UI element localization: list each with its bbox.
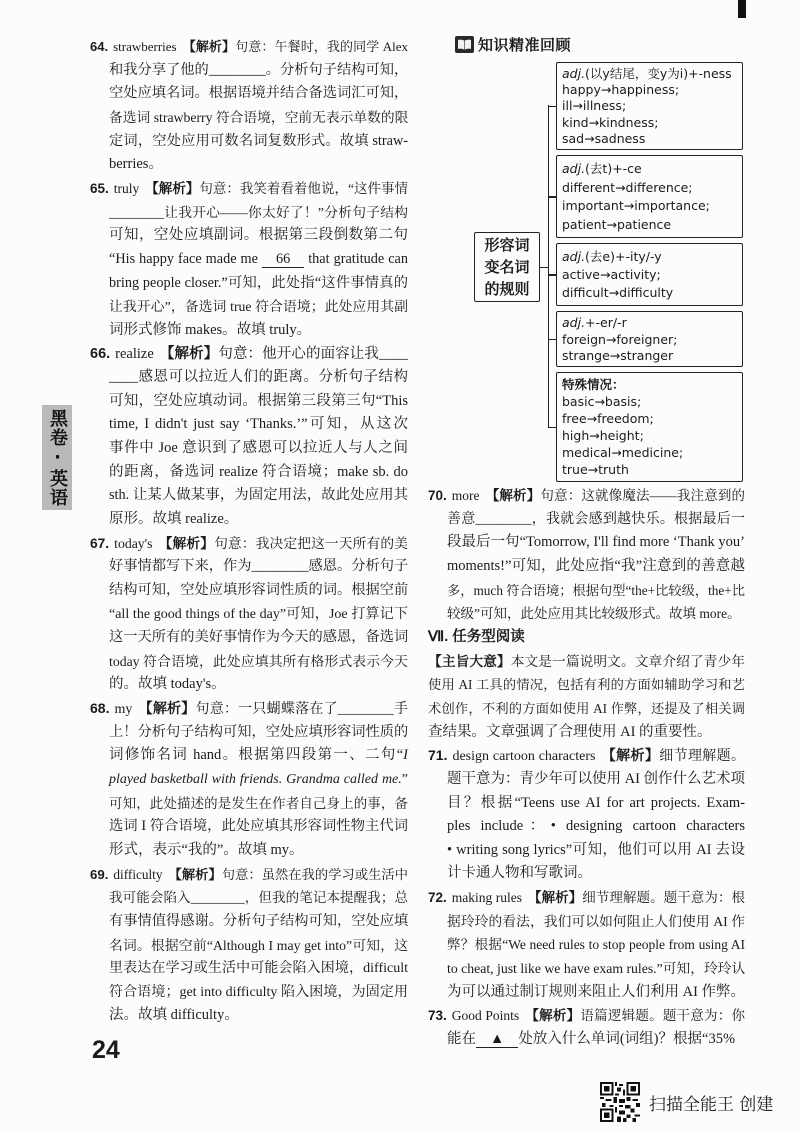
rule-center-label: 的规则 xyxy=(484,280,530,298)
text-run: 符合语境；get into difficulty 陷入困境，为固定用 xyxy=(109,984,408,1000)
text-line xyxy=(90,508,408,532)
analysis-label: 【解析】 xyxy=(159,345,219,362)
rule-box xyxy=(556,243,743,306)
text-line xyxy=(428,650,745,674)
rule-heading: 特殊情况： xyxy=(562,377,625,392)
text-run: 这一天所有的美好事情作为今天的感恩，备选词 xyxy=(109,629,409,646)
text-run: 形式，表示“我的”。故填 my。 xyxy=(109,841,304,858)
section-title: Ⅶ. 任务型阅读 xyxy=(428,629,525,646)
text-line xyxy=(90,366,408,390)
item-number: 69. xyxy=(90,866,109,882)
text-run: 结构可知，空处应填形容词性质的词。根据空前 xyxy=(109,581,409,598)
text-line xyxy=(90,768,408,792)
rule-line xyxy=(562,66,738,81)
analysis-label: 【解析】 xyxy=(168,866,222,882)
adj-abbr: adj. xyxy=(562,315,586,331)
text-run: 目？根据“Teens use AI for art projects. Exam- xyxy=(447,794,745,811)
answer-text: truly xyxy=(113,181,140,197)
answer-group xyxy=(428,744,745,1051)
example-line: true→truth xyxy=(562,462,629,477)
scanner-watermark xyxy=(600,1082,773,1122)
text-run: 据玲玲的看法，我们可以如何阻止人们使用 AI 作 xyxy=(447,913,745,929)
text-line xyxy=(428,981,745,1005)
analysis-label: 【解析】 xyxy=(182,39,236,55)
text-line xyxy=(90,130,408,154)
item-number: 73. xyxy=(428,1008,447,1024)
text-line xyxy=(90,461,408,485)
italic-run: played basketball with friends. Grandma called me. xyxy=(109,772,402,788)
text-run: 词形式修饰 makes。故填 truly。 xyxy=(109,321,312,338)
answer-item-66 xyxy=(90,343,408,532)
text-line xyxy=(90,934,408,958)
example-line: strange→stranger xyxy=(562,347,674,363)
text-line xyxy=(90,1004,408,1028)
answer-text: more xyxy=(451,488,480,504)
answer-text: making rules xyxy=(451,890,522,906)
text-run: 查结果。文章强调了合理使用 AI 的重要性。 xyxy=(428,723,712,740)
text-run: berries。 xyxy=(109,156,163,173)
text-line xyxy=(90,957,408,981)
rule-line xyxy=(562,249,738,264)
text-run: 法。故填 difficulty。 xyxy=(109,1007,239,1024)
answer-item-64 xyxy=(90,35,408,177)
example-line: patient→patience xyxy=(562,216,672,232)
text-run: 选词 I 符合语境，此处应填其形容词性物主代词 xyxy=(109,818,408,835)
text-run: 好事情都写下来，作为________感恩。分析句子 xyxy=(109,558,409,575)
text-run: 和我分享了他的________。分析句子结构可知， xyxy=(109,61,409,78)
scanner-label: 扫描全能王 创建 xyxy=(649,1094,774,1115)
summary-paragraph xyxy=(428,650,745,745)
text-run: 上！分析句子结构可知，空处应填形容词性质的 xyxy=(109,723,409,740)
text-line xyxy=(90,248,408,272)
item-number: 66. xyxy=(90,345,111,362)
text-run: 较级”可知，此处应用其比较级形式。故填 more。 xyxy=(447,606,741,622)
left-column xyxy=(90,35,408,1028)
text-run: 为可以通过制订规则来阻止人们利用 AI 作弊。 xyxy=(447,983,746,1000)
example-line: high→height; xyxy=(562,428,644,443)
text-line xyxy=(428,1004,745,1028)
text-line xyxy=(90,413,408,437)
text-run: 计卡通人物和写歌词。 xyxy=(447,865,592,882)
text-run: 句意：这就像魔法——我注意到的 xyxy=(540,488,746,504)
side-tab-label: 黑卷·英语 xyxy=(47,408,68,507)
rule-text: (去t)+-ce xyxy=(585,161,642,177)
example-line: basic→basis; xyxy=(562,394,642,409)
item-number: 70. xyxy=(428,488,447,504)
text-line xyxy=(428,862,745,886)
text-run: 可知，空处应填动词。根据第三段第三句“This xyxy=(109,392,408,409)
analysis-label: 【主旨大意】 xyxy=(428,653,511,669)
text-run: 句意：一只蝴蝶落在了________手 xyxy=(195,702,409,718)
text-run: time, I didn't just say ‘Thanks.’”可知，从这次 xyxy=(109,416,408,433)
rule-box xyxy=(556,372,743,482)
text-run: 让我开心”，备选词 true 符合语境；此处应用其副 xyxy=(109,299,408,315)
text-line xyxy=(428,508,745,532)
text-line xyxy=(90,82,408,106)
item-number: 65. xyxy=(90,181,109,197)
example-line: difficult→difficulty xyxy=(562,285,674,300)
answer-item-67 xyxy=(90,532,408,697)
text-line xyxy=(90,650,408,674)
text-run: 名词。根据空前“Although I may get into”可知，这 xyxy=(109,937,408,953)
text-run: ” xyxy=(401,772,408,788)
analysis-label: 【解析】 xyxy=(485,488,541,504)
example-line: sad→sadness xyxy=(562,130,646,146)
text-line xyxy=(90,343,408,367)
answer-text: strawberries xyxy=(113,39,177,55)
text-line xyxy=(90,626,408,650)
text-run: “His happy face made me xyxy=(109,250,262,267)
item-number: 64. xyxy=(90,39,109,55)
text-run: 句意：午餐时，我的同学 Alex xyxy=(235,39,408,55)
text-line xyxy=(90,721,408,745)
text-line xyxy=(428,721,745,745)
answer-item-70 xyxy=(428,484,745,626)
text-line xyxy=(90,886,408,910)
text-line xyxy=(90,484,408,508)
text-run: 段最后一句“Tomorrow, I'll find more ‘Thank you’ xyxy=(447,534,745,551)
rule-box xyxy=(556,155,743,238)
text-line xyxy=(428,815,745,839)
qr-code-icon xyxy=(600,1082,640,1122)
text-line xyxy=(428,579,745,603)
text-line xyxy=(90,603,408,627)
text-line xyxy=(90,106,408,130)
text-run: 事件中 Joe 意识到了感恩可以拉近人与人之间 xyxy=(109,440,408,457)
item-number: 72. xyxy=(428,890,447,906)
text-run: 可知，空处应填副词。根据第三段倒数第二句 xyxy=(109,227,408,244)
text-line xyxy=(90,295,408,319)
text-run: 术创作，不利的方面如使用 AI 作弊，还提及了相关调 xyxy=(428,700,745,716)
text-line xyxy=(90,532,408,556)
text-run: 可知，此处描述的是发生在作者自己身上的事，备 xyxy=(109,795,408,811)
analysis-label: 【解析】 xyxy=(145,181,200,197)
page-number: 24 xyxy=(92,1036,120,1064)
text-line xyxy=(428,555,745,579)
analysis-label: 【解析】 xyxy=(138,702,196,718)
text-line xyxy=(428,792,745,816)
text-run: 题干意为：青少年可以使用 AI 创作什么艺术项 xyxy=(447,770,746,787)
knowledge-review-header xyxy=(455,34,571,54)
analysis-label: 【解析】 xyxy=(525,1008,581,1024)
answer-item-69 xyxy=(90,863,408,1028)
text-run: that gratitude can xyxy=(304,250,408,267)
rule-center-box xyxy=(474,232,540,302)
text-run: 空处应填名词。根据语境并结合备选词汇可知， xyxy=(109,85,409,102)
text-line xyxy=(90,981,408,1005)
example-line: ill→illness; xyxy=(562,98,627,114)
adj-abbr: adj. xyxy=(562,161,586,177)
text-line xyxy=(90,177,408,201)
page-edge-mark xyxy=(738,0,746,18)
text-line xyxy=(90,224,408,248)
text-run: today 符合语境，此处应填其所有格形式表示今天 xyxy=(109,653,408,669)
text-run: 处放入什么单词(词组)？根据“35% xyxy=(518,1030,736,1047)
rule-box xyxy=(556,62,743,150)
rule-text: (去e)+-ity/-y xyxy=(585,249,662,264)
rule-text: (以y结尾，变y为i)+-ness xyxy=(585,66,732,82)
example-line: different→difference; xyxy=(562,179,693,195)
text-line xyxy=(90,437,408,461)
text-run: 句意：我决定把这一天所有的美 xyxy=(214,535,408,551)
text-line xyxy=(428,933,745,957)
rule-center-label: 形容词 xyxy=(484,236,530,254)
text-run: moments!”可知，此处应指“我”注意到的善意越 xyxy=(447,558,745,575)
answer-item-71 xyxy=(428,744,745,886)
answer-item-73 xyxy=(428,1004,745,1051)
text-line xyxy=(90,697,408,721)
item-number: 68. xyxy=(90,700,110,717)
text-line xyxy=(90,579,408,603)
text-line xyxy=(90,390,408,414)
answer-text: Good Points xyxy=(451,1008,520,1024)
book-icon xyxy=(455,36,474,53)
text-run: 句意：他开心的面容让我____ xyxy=(218,345,409,362)
text-run: 我可能会陷入________，但我的笔记本提醒我；总 xyxy=(109,890,408,906)
underlined-blank: ▲ xyxy=(476,1032,518,1048)
answer-text: realize xyxy=(115,345,154,362)
italic-run: I xyxy=(403,747,408,764)
text-run: bring people closer.”可知，此处指“这件事情真的 xyxy=(109,274,408,291)
text-line xyxy=(90,815,408,839)
text-run: 原形。故填 realize。 xyxy=(109,511,239,527)
text-run: 善意________，我就会感到越快乐。根据最后一 xyxy=(447,511,745,527)
text-line xyxy=(428,957,745,981)
text-line xyxy=(428,768,745,792)
example-line: important→importance; xyxy=(562,198,710,214)
connector-line xyxy=(548,105,550,428)
answer-item-72 xyxy=(428,886,745,1004)
text-run: 有事情值得感谢。分析句子结构可知，空处应填 xyxy=(109,912,409,929)
text-run: ples include：• designing cartoon characters xyxy=(447,818,745,835)
rule-box xyxy=(556,311,743,367)
text-line xyxy=(90,792,408,816)
text-run: 定词，空处应用可数名词复数形式。故填 straw- xyxy=(109,132,408,149)
text-run: 句意：虽然在我的学习或生活中 xyxy=(221,866,408,882)
text-line xyxy=(428,744,745,768)
rule-line xyxy=(562,377,738,392)
text-run: “all the good things of the day”可知，Joe 打算记下 xyxy=(109,606,408,622)
answer-item-65 xyxy=(90,177,408,342)
text-line xyxy=(90,59,408,83)
answer-text: today's xyxy=(114,535,153,551)
text-run: 的。故填 today's。 xyxy=(109,676,226,693)
text-run: 弊？根据“We need rules to stop people from using AI xyxy=(447,937,745,953)
analysis-label: 【解析】 xyxy=(158,535,215,551)
text-run: sth. 让某人做某事，为固定用法，故此处应用其 xyxy=(109,487,408,504)
rule-line xyxy=(562,315,738,330)
example-line: free→freedom; xyxy=(562,411,654,426)
text-line xyxy=(90,35,408,59)
text-line xyxy=(90,863,408,887)
text-line xyxy=(90,201,408,225)
example-line: happy→happiness; xyxy=(562,82,680,98)
text-run: to cheat, just like we have exam rules.”可知，玲玲认 xyxy=(447,961,746,976)
text-run: 细节理解题。题干意为：根 xyxy=(582,890,746,906)
rule-line xyxy=(562,161,738,176)
text-run: 细节理解题。 xyxy=(659,749,746,765)
text-run: 句意：我笑着看着他说，“这件事情 xyxy=(199,181,408,197)
text-run: 多，much 符合语境；根据句型“the+比较级，the+比 xyxy=(447,582,745,598)
right-column xyxy=(428,484,745,1051)
text-line xyxy=(428,697,745,721)
text-run: 能在 xyxy=(447,1030,476,1047)
answer-text: my xyxy=(114,702,133,718)
text-line xyxy=(428,602,745,626)
answer-group xyxy=(428,484,745,626)
text-line xyxy=(428,886,745,910)
answer-item-68 xyxy=(90,697,408,862)
adj-abbr: adj. xyxy=(562,249,586,264)
text-run: • writing song lyrics”可知，他们可以用 AI 去设 xyxy=(447,841,745,858)
text-line xyxy=(428,531,745,555)
text-run: 语篇逻辑题。题干意为：你 xyxy=(580,1008,746,1024)
text-line xyxy=(428,1028,745,1052)
text-line xyxy=(428,484,745,508)
item-number: 67. xyxy=(90,535,110,551)
example-line: medical→medicine; xyxy=(562,445,684,460)
rule-text: +-er/-r xyxy=(585,315,627,331)
text-run: 使用 AI 工具的情况，包括有利的方面如辅助学习和艺 xyxy=(428,677,745,693)
text-line xyxy=(90,673,408,697)
text-run: ____感恩可以拉近人们的距离。分析句子结构 xyxy=(109,369,408,386)
text-line xyxy=(90,319,408,343)
underlined-blank: 66 xyxy=(262,252,304,268)
text-run: 本文是一篇说明文。文章介绍了青少年 xyxy=(510,653,745,669)
answer-text: design cartoon characters xyxy=(452,749,596,765)
adj-abbr: adj. xyxy=(562,66,586,82)
text-line xyxy=(90,839,408,863)
summary-group xyxy=(428,650,745,745)
text-line xyxy=(90,153,408,177)
analysis-label: 【解析】 xyxy=(527,890,583,906)
text-line xyxy=(90,272,408,296)
answer-text: difficulty xyxy=(113,866,163,882)
text-run: 的距离，备选词 realize 符合语境；make sb. do xyxy=(109,463,408,480)
text-run: 里表达在学习或生活中可能会陷入困境，difficult xyxy=(109,961,408,977)
rule-center-label: 变名词 xyxy=(484,258,530,276)
example-line: kind→kindness; xyxy=(562,114,659,130)
text-line xyxy=(90,910,408,934)
text-line xyxy=(90,744,408,768)
text-line xyxy=(428,839,745,863)
text-line xyxy=(90,555,408,579)
text-run: ________让我开心——你太好了！”分析句子结构 xyxy=(109,204,408,220)
knowledge-review-title: 知识精准回顾 xyxy=(478,35,572,54)
analysis-label: 【解析】 xyxy=(601,749,660,765)
text-run: 备选词 strawberry 符合语境，空前无表示单数的限 xyxy=(109,110,409,126)
item-number: 71. xyxy=(428,747,448,764)
example-line: foreign→foreigner; xyxy=(562,331,678,347)
text-run: 词修饰名词 hand。根据第四段第一、二句“ xyxy=(109,747,404,764)
text-line xyxy=(428,673,745,697)
text-line xyxy=(428,910,745,934)
side-tab xyxy=(42,405,72,510)
example-line: active→activity; xyxy=(562,267,661,282)
